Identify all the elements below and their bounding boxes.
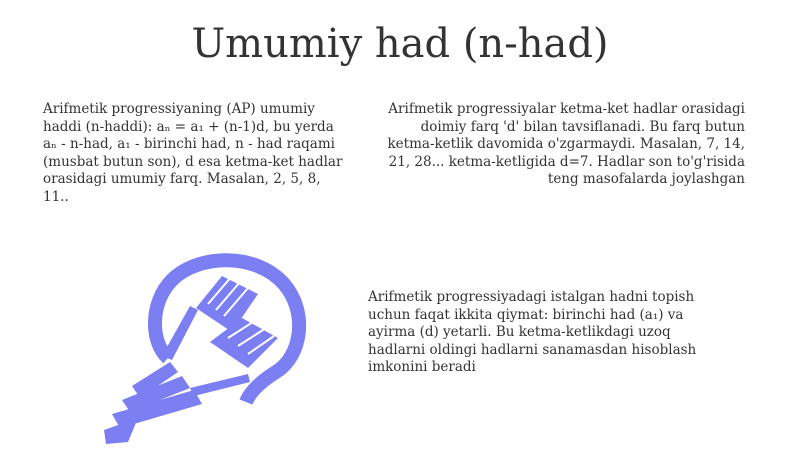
bottom-text-block: Arifmetik progressiyadagi istalgan hadni topish uchun faqat ikkita qiymat: birinchi had (a₁) va ayirma (d) yetarli. Bu ketma-ketlikdagi uzoq hadlarni oldingi hadlarni sanamasdan hisoblash imkonini beradi	[368, 289, 697, 376]
left-text-block: Arifmetik progressiyaning (AP) umumiy haddi (n-haddi): aₙ = a₁ + (n-1)d, bu yerda aₙ - n-had, a₁ - birinchi had, n - had raqami (musbat butun son), d esa ketma-ket hadlar orasidagi umumiy farq. Masalan, 2, 5, 8, 11..	[43, 101, 343, 205]
slide-title: Umumiy had (n-had)	[191, 21, 609, 67]
right-text-block: Arifmetik progressiyalar ketma-ket hadlar orasidagi doimiy farq 'd' bilan tavsiflanadi. Bu farq butun ketma-ketlik davomida o'zgarmaydi. Masalan, 7, 14, 21, 28... ketma-ketligida d=7. Hadlar son to'g'risida teng masofalarda joylashgan	[387, 101, 745, 188]
lightbulb-book-icon	[98, 246, 308, 446]
